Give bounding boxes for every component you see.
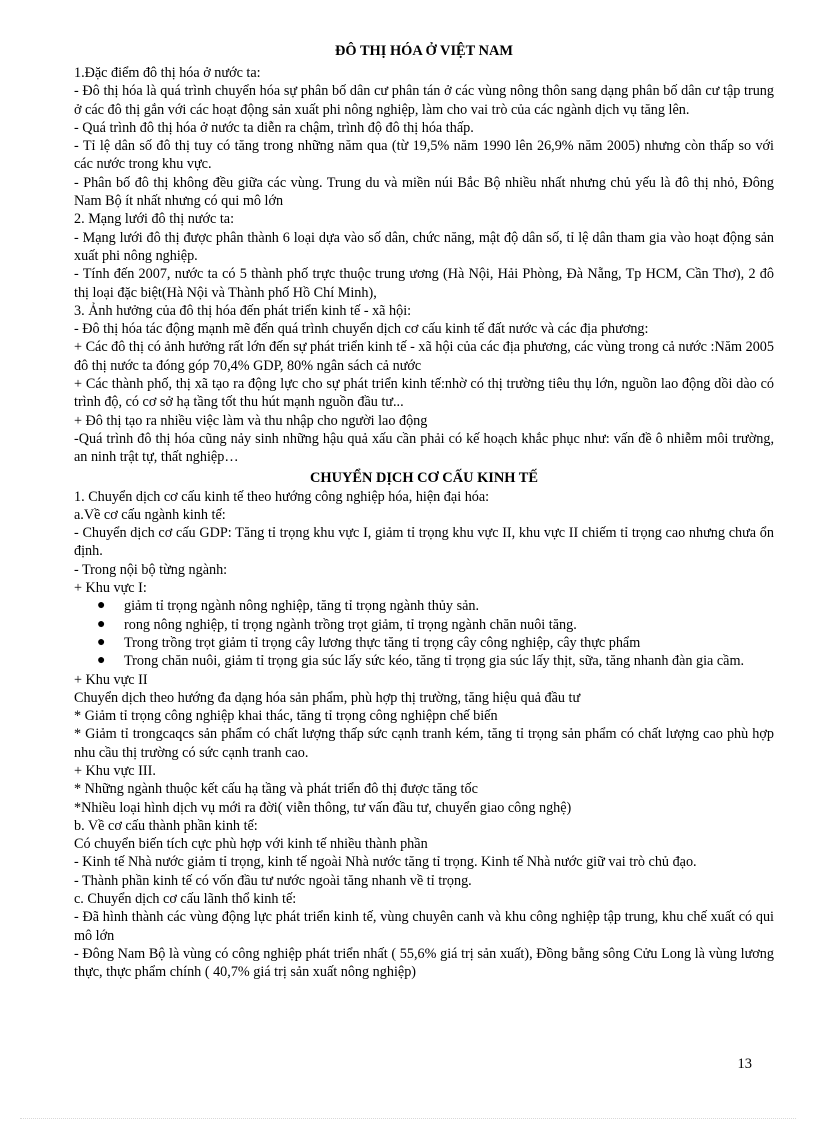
list-item-text: Trong trồng trọt giảm tỉ trọng cây lương thực tăng tỉ trọng cây công nghiệp, cây thực phẩm bbox=[124, 634, 641, 651]
paragraph: - Mạng lưới đô thị được phân thành 6 loại dựa vào số dân, chức năng, mật độ dân số, tỉ lệ dân tham gia vào hoạt động sản xuất phi nông nghiệp. bbox=[74, 229, 774, 264]
paragraph: Có chuyển biến tích cực phù hợp với kinh tế nhiều thành phần bbox=[74, 836, 428, 853]
list-item bbox=[97, 597, 774, 615]
paragraph: + Khu vực I: bbox=[74, 580, 147, 597]
paragraph: * Giảm tỉ trongcaqcs sản phẩm có chất lượng thấp sức cạnh tranh kém, tăng tỉ trọng sản phẩm có chất lượng cao phù hợp nhu cầu thị trường có sức cạnh tranh cao. bbox=[74, 726, 774, 761]
paragraph: - Phân bố đô thị không đều giữa các vùng. Trung du và miền núi Bắc Bộ nhiều nhất nhưng chủ yếu là đô thị nhỏ, Đông Nam Bộ ít nhất nhưng có qui mô lớn bbox=[74, 174, 774, 210]
paragraph: - Đông Nam Bộ là vùng có công nghiệp phát triển nhất ( 55,6% giá trị sản xuất), Đồng bằng sông Cửu Long là vùng lương thực, thực phẩm chính ( 40,7% giá trị sản xuất nông nghiệp) bbox=[74, 945, 774, 981]
paragraph: b. Về cơ cấu thành phần kinh tế: bbox=[74, 817, 258, 834]
paragraph: + Khu vực II bbox=[74, 671, 148, 688]
paragraph: - Quá trình đô thị hóa ở nước ta diễn ra chậm, trình độ đô thị hóa thấp. bbox=[74, 119, 474, 136]
paragraph: 2. Mạng lưới đô thị nước ta: bbox=[74, 211, 235, 228]
paragraph: 1. Chuyển dịch cơ cấu kinh tế theo hướng công nghiệp hóa, hiện đại hóa: bbox=[74, 488, 490, 505]
paragraph: - Trong nội bộ từng ngành: bbox=[74, 561, 228, 578]
paragraph: + Các thành phố, thị xã tạo ra động lực cho sự phát triển kinh tế:nhờ có thị trường tiêu thụ lớn, nguồn lao động dồi dào có trình độ, có cơ sở hạ tầng tốt thu hút mạnh nguồn đầu tư... bbox=[74, 376, 774, 411]
paragraph: 1.Đặc điểm đô thị hóa ở nước ta: bbox=[74, 65, 261, 81]
paragraph: - Tính đến 2007, nước ta có 5 thành phố trực thuộc trung ương (Hà Nội, Hải Phòng, Đà Nẵng, Tp HCM, Cần Thơ), 2 đô thị loại đặc biệt(Hà Nội và Thành phố Hồ Chí Minh), bbox=[74, 266, 774, 301]
list-item-text: giảm tỉ trọng ngành nông nghiệp, tăng tỉ trọng ngành thủy sản. bbox=[124, 598, 480, 615]
paragraph: - Tỉ lệ dân số đô thị tuy có tăng trong những năm qua (từ 19,5% năm 1990 lên 26,9% năm 2005) nhưng còn thấp so với các nước trong khu vực. bbox=[74, 138, 774, 173]
page-bottom-divider bbox=[20, 1118, 796, 1119]
paragraph: - Chuyển dịch cơ cấu GDP: Tăng tỉ trọng khu vực I, giảm tỉ trọng khu vực II, khu vực II chiếm tỉ trọng cao nhưng chưa ổn định. bbox=[74, 525, 774, 560]
section-title-urbanization: ĐÔ THỊ HÓA Ở VIỆT NAM bbox=[335, 43, 513, 59]
paragraph: + Khu vực III. bbox=[74, 762, 156, 779]
paragraph: * Giảm tỉ trọng công nghiệp khai thác, tăng tỉ trọng công nghiệpn chế biến bbox=[74, 708, 498, 725]
list-item bbox=[97, 634, 774, 652]
section-body-economic-restructuring bbox=[74, 488, 774, 982]
paragraph: - Đô thị hóa tác động mạnh mẽ đến quá trình chuyển dịch cơ cấu kinh tế đất nước và các địa phương: bbox=[74, 321, 649, 338]
paragraph: 3. Ảnh hưởng của đô thị hóa đến phát triển kinh tế - xã hội: bbox=[74, 302, 412, 319]
section-title-economic-restructuring: CHUYỂN DỊCH CƠ CẤU KINH TẾ bbox=[309, 469, 538, 486]
paragraph: + Đô thị tạo ra nhiều việc làm và thu nhập cho người lao động bbox=[74, 412, 428, 429]
paragraph: - Thành phần kinh tế có vốn đầu tư nước ngoài tăng nhanh về tỉ trọng. bbox=[74, 872, 472, 889]
list-item bbox=[97, 616, 774, 634]
bullet-icon: ● bbox=[97, 616, 106, 632]
bullet-list bbox=[74, 597, 774, 670]
paragraph: - Đô thị hóa là quá trình chuyển hóa sự phân bố dân cư phân tán ở các vùng nông thôn sang dạng phân bố dân cư tập trung ở các đô thị gắn với các hoạt động sản xuất phi nông nghiệp, làm cho vai trò của các ngành dịch vụ tăng lên. bbox=[74, 83, 774, 118]
paragraph: c. Chuyển dịch cơ cấu lãnh thổ kinh tế: bbox=[74, 891, 297, 908]
paragraph: a.Về cơ cấu ngành kinh tế: bbox=[74, 506, 226, 523]
paragraph: * Những ngành thuộc kết cấu hạ tầng và phát triển đô thị được tăng tốc bbox=[74, 781, 478, 798]
paragraph: Chuyển dịch theo hướng đa dạng hóa sản phẩm, phù hợp thị trường, tăng hiệu quả đầu tư bbox=[74, 689, 581, 706]
paragraph: -Quá trình đô thị hóa cũng nảy sinh những hậu quả xấu cần phải có kế hoạch khắc phục như: vấn đề ô nhiễm môi trường, an ninh trật tự, thất nghiệp… bbox=[74, 430, 774, 466]
list-item-text: Trong chăn nuôi, giảm tỉ trọng gia súc lấy sức kéo, tăng tỉ trọng gia súc lấy thịt, sữa, tăng nhanh đàn gia cầm. bbox=[124, 653, 745, 670]
page-number: 13 bbox=[737, 1056, 752, 1072]
bullet-icon: ● bbox=[97, 634, 106, 650]
section-body-urbanization bbox=[74, 64, 774, 467]
bullet-icon: ● bbox=[97, 598, 106, 614]
bullet-icon: ● bbox=[97, 653, 106, 669]
paragraph: - Đã hình thành các vùng động lực phát triển kinh tế, vùng chuyên canh và khu công nghiệp tập trung, khu chế xuất có qui mô lớn bbox=[74, 909, 774, 944]
paragraph: - Kinh tế Nhà nước giảm tỉ trọng, kinh tế ngoài Nhà nước tăng tỉ trọng. Kinh tế Nhà nước giữ vai trò chủ đạo. bbox=[74, 854, 697, 871]
list-item bbox=[97, 652, 774, 670]
paragraph: + Các đô thị có ảnh hưởng rất lớn đến sự phát triển kinh tế - xã hội của các địa phương, các vùng trong cả nước :Năm 2005 đô thị nước ta đóng góp 70,4% GDP, 80% ngân sách cả nước bbox=[74, 339, 774, 374]
paragraph: *Nhiều loại hình dịch vụ mới ra đời( viễn thông, tư vấn đầu tư, chuyển giao công nghệ) bbox=[74, 799, 572, 816]
list-item-text: rong nông nghiệp, tỉ trọng ngành trồng trọt giảm, tỉ trọng ngành chăn nuôi tăng. bbox=[124, 616, 577, 633]
